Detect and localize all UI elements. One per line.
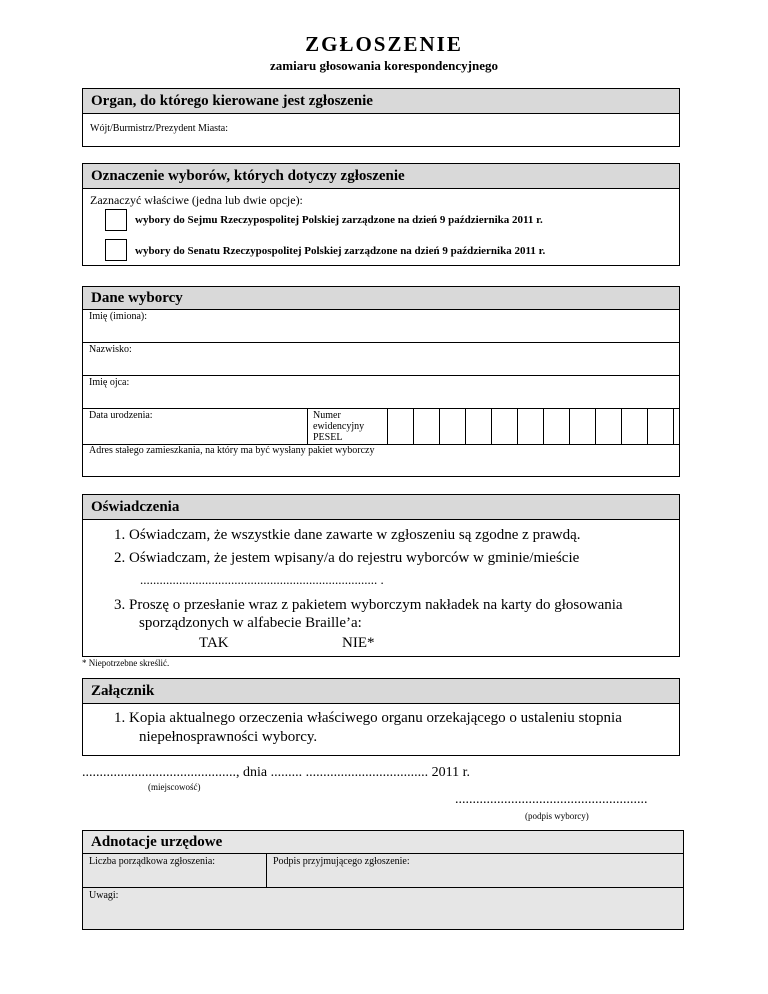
braille-no-option[interactable]: NIE* — [342, 635, 375, 651]
elections-section-header: Oznaczenie wyborów, których dotyczy zgłoszenie — [82, 163, 680, 189]
statement-2: 2. Oświadczam, że jestem wpisany/a do rejestru wyborców w gminie/mieście — [114, 550, 580, 566]
father-name-field[interactable] — [83, 389, 679, 407]
pesel-digit-cell[interactable] — [544, 409, 568, 443]
pesel-label-line: Numer — [313, 410, 341, 421]
document-title: ZGŁOSZENIE — [305, 32, 463, 56]
statements-section-header: Oświadczenia — [82, 494, 680, 520]
pesel-cell-border — [673, 408, 674, 444]
divider — [82, 342, 680, 343]
senat-checkbox[interactable] — [105, 239, 127, 261]
place-caption: (miejscowość) — [148, 782, 201, 792]
pesel-digit-cell[interactable] — [388, 409, 412, 443]
pesel-digit-cell[interactable] — [492, 409, 516, 443]
footnote: * Niepotrzebne skreślić. — [82, 658, 170, 668]
braille-yes-option[interactable]: TAK — [199, 635, 229, 651]
pesel-digit-cell[interactable] — [414, 409, 438, 443]
statement-1: 1. Oświadczam, że wszystkie dane zawarte w zgłoszeniu są zgodne z prawdą. — [114, 527, 581, 543]
voter-section-header: Dane wyborcy — [82, 286, 680, 310]
divider — [307, 408, 308, 444]
elections-box — [82, 188, 680, 266]
divider — [82, 375, 680, 376]
address-field[interactable] — [83, 457, 679, 476]
father-name-label: Imię ojca: — [89, 377, 130, 388]
address-label: Adres stałego zamieszkania, na który ma być wysłany pakiet wyborczy — [89, 445, 375, 456]
birth-date-label: Data urodzenia: — [89, 410, 153, 421]
attachment-section-header: Załącznik — [82, 678, 680, 704]
surname-label: Nazwisko: — [89, 344, 132, 355]
organ-field[interactable] — [82, 113, 680, 147]
attachment-item-line2: niepełnosprawności wyborcy. — [139, 729, 318, 745]
pesel-label-line: PESEL — [313, 432, 343, 443]
senat-option-label: wybory do Senatu Rzeczypospolitej Polskiej zarządzone na dzień 9 października 2011 r. — [135, 245, 546, 257]
pesel-label — [313, 410, 364, 443]
signature-caption: (podpis wyborcy) — [525, 811, 589, 821]
statement-3: 3. Proszę o przesłanie wraz z pakietem wyborczym nakładek na karty do głosowania — [114, 597, 623, 613]
place-date-line[interactable]: ............................................, dnia ......... ................................... 2011 r. — [82, 765, 470, 780]
divider — [82, 887, 684, 888]
municipality-dots[interactable]: ......................................................................... . — [140, 572, 384, 587]
signature-dots[interactable]: ....................................................... — [455, 792, 648, 807]
remarks-label: Uwagi: — [89, 890, 119, 901]
number-label: Liczba porządkowa zgłoszenia: — [89, 856, 216, 867]
sejm-checkbox[interactable] — [105, 209, 127, 231]
pesel-digit-cell[interactable] — [440, 409, 464, 443]
official-section-header: Adnotacje urzędowe — [91, 834, 223, 850]
organ-field-label: Wójt/Burmistrz/Prezydent Miasta: — [90, 123, 229, 134]
pesel-digit-cell[interactable] — [648, 409, 672, 443]
sejm-option-label: wybory do Sejmu Rzeczypospolitej Polskiej zarządzone na dzień 9 października 2011 r. — [135, 214, 543, 226]
divider — [266, 853, 267, 887]
pesel-digit-cell[interactable] — [466, 409, 490, 443]
surname-field[interactable] — [83, 356, 679, 374]
birth-date-field[interactable] — [83, 422, 306, 443]
first-names-field[interactable] — [83, 323, 679, 341]
statement-3-continuation: sporządzonych w alfabecie Braille’a: — [139, 615, 362, 631]
pesel-digit-cell[interactable] — [518, 409, 542, 443]
pesel-digit-cell[interactable] — [622, 409, 646, 443]
organ-section-header: Organ, do którego kierowane jest zgłoszenie — [82, 88, 680, 114]
elections-instruction: Zaznaczyć właściwe (jedna lub dwie opcje): — [90, 193, 303, 207]
pesel-digit-cell[interactable] — [596, 409, 620, 443]
divider — [82, 853, 684, 854]
attachment-item-line1: 1. Kopia aktualnego orzeczenia właściwego organu orzekającego o ustaleniu stopnia — [114, 710, 622, 726]
pesel-digit-cell[interactable] — [570, 409, 594, 443]
first-names-label: Imię (imiona): — [89, 311, 148, 322]
pesel-label-line: ewidencyjny — [313, 421, 365, 432]
official-signature-label: Podpis przyjmującego zgłoszenie: — [273, 856, 410, 867]
document-subtitle: zamiaru głosowania korespondencyjnego — [270, 58, 498, 73]
